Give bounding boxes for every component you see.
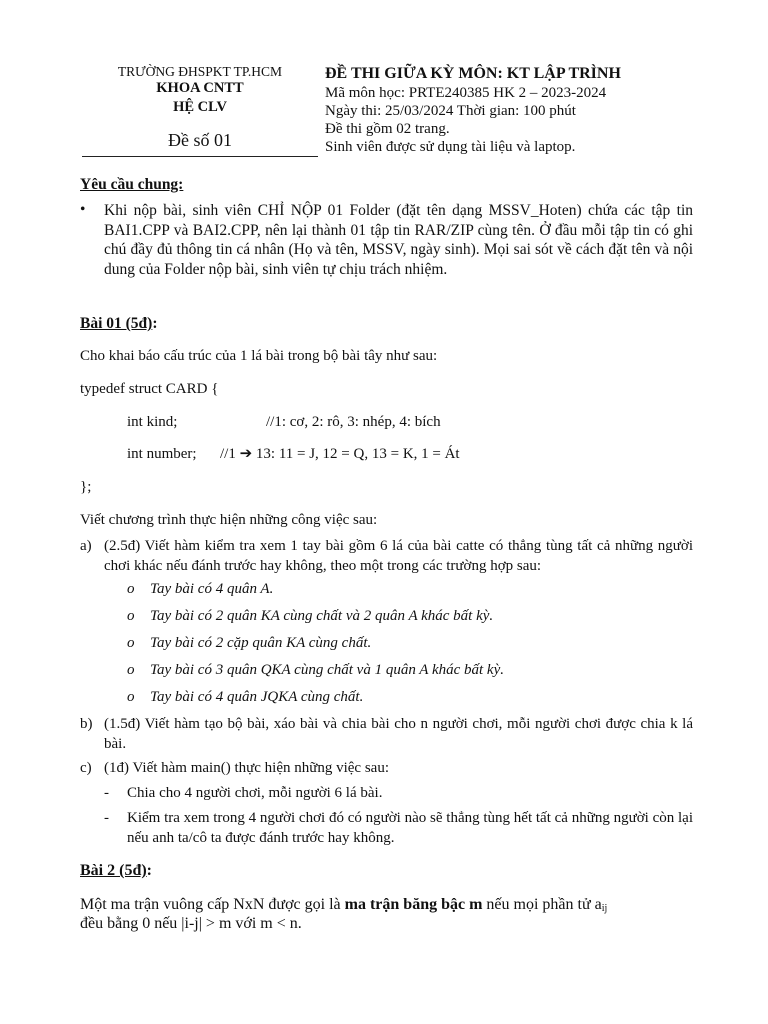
task-b-text: (1.5đ) Viết hàm tạo bộ bài, xáo bài và chia bài cho n người chơi, mỗi người chơi được chia k lá bài. <box>104 716 693 752</box>
bai2-text-before: Một ma trận vuông cấp NxN được gọi là <box>80 896 345 913</box>
bai1-heading-colon: : <box>152 315 158 332</box>
case-item-3: Tay bài có 2 cặp quân KA cùng chất. <box>150 635 372 651</box>
code-line-typedef: typedef struct CARD { <box>80 381 219 397</box>
bai1-intro: Cho khai báo cấu trúc của 1 lá bài trong bộ bài tây như sau: <box>80 348 438 364</box>
materials-line: Sinh viên được sử dụng tài liệu và laptop. <box>325 139 576 155</box>
pages-line: Đề thi gồm 02 trang. <box>325 121 450 137</box>
task-a-label: a) <box>80 538 92 554</box>
case-item-1: Tay bài có 4 quân A. <box>150 581 274 597</box>
general-text: Khi nộp bài, sinh viên CHỈ NỘP 01 Folder (đặt tên dạng MSSV_Hoten) chứa các tập tin BAI1.CPP và BAI2.CPP, nên lại thành 01 tập tin RAR/ZIP cùng tên. Ở đầu mỗi tập tin có ghi chú đầy đủ thông tin cá nhân (Họ và tên, MSSV, ngày sinh). Mọi sai sót về cách đặt tên và nội dung của Folder nộp bài, sinh viên tự chịu trách nhiệm. <box>104 202 693 278</box>
faculty-name: KHOA CNTT <box>156 80 244 96</box>
bai1-heading-text: Bài 01 (5đ) <box>80 315 153 332</box>
program-name: HỆ CLV <box>173 99 227 115</box>
date-line: Ngày thi: 25/03/2024 Thời gian: 100 phút <box>325 103 576 119</box>
main-item-2: Kiểm tra xem trong 4 người chơi đó có người nào sẽ thẳng tùng hết tất cả những người còn lại nếu anh ta/cô ta được đánh trước hay không. <box>127 810 693 846</box>
dash-marker: - <box>104 785 109 801</box>
code-kind-decl: int kind; <box>127 414 178 430</box>
code-number-decl: int number; <box>127 446 197 462</box>
bai2-heading-text: Bài 2 (5đ) <box>80 862 147 879</box>
main-item-1: Chia cho 4 người chơi, mỗi người 6 lá bài. <box>127 785 383 801</box>
code-number-comment: //1 ➔ 13: 11 = J, 12 = Q, 13 = K, 1 = Át <box>220 446 460 462</box>
code-kind-comment: //1: cơ, 2: rô, 3: nhép, 4: bích <box>266 414 441 430</box>
bai2-definition-line2: đều bằng 0 nếu |i-j| > m với m < n. <box>80 915 302 932</box>
bai1-heading <box>80 314 158 334</box>
task-b-label: b) <box>80 716 93 732</box>
case-marker: o <box>127 689 135 705</box>
case-item-2: Tay bài có 2 quân KA cùng chất và 2 quân A khác bất kỳ. <box>150 608 494 624</box>
task-intro: Viết chương trình thực hiện những công việc sau: <box>80 512 378 528</box>
case-marker: o <box>127 608 135 624</box>
exam-code: Đề số 01 <box>168 130 232 150</box>
task-a-text: (2.5đ) Viết hàm kiểm tra xem 1 tay bài gồm 6 lá của bài catte có thẳng tùng tất cả những người chơi khác nếu đánh trước hay không, theo một trong các trường hợp sau: <box>104 538 693 574</box>
task-c-text: (1đ) Viết hàm main() thực hiện những việc sau: <box>104 760 390 776</box>
case-marker: o <box>127 662 135 678</box>
bai2-heading <box>80 861 152 881</box>
exam-title: ĐỀ THI GIỮA KỲ MÔN: KT LẬP TRÌNH <box>325 65 621 82</box>
case-item-5: Tay bài có 4 quân JQKA cùng chất. <box>150 689 364 705</box>
case-marker: o <box>127 581 135 597</box>
bai2-text-after: nếu mọi phần tử a <box>482 896 602 913</box>
case-marker: o <box>127 635 135 651</box>
code-close: }; <box>80 479 92 495</box>
task-c-label: c) <box>80 760 92 776</box>
bai2-heading-colon: : <box>146 862 152 879</box>
dash-marker: - <box>104 810 109 826</box>
course-line: Mã môn học: PRTE240385 HK 2 – 2023-2024 <box>325 85 607 101</box>
bullet-marker: • <box>80 201 86 218</box>
bai2-bold-term: ma trận băng bậc m <box>344 896 483 913</box>
case-item-4: Tay bài có 3 quân QKA cùng chất và 1 quân A khác bất kỳ. <box>150 662 504 678</box>
general-heading: Yêu cầu chung: <box>80 176 184 193</box>
header-divider <box>82 156 318 157</box>
bai2-subscript: ij <box>601 903 608 914</box>
school-name: TRƯỜNG ĐHSPKT TP.HCM <box>117 64 283 79</box>
